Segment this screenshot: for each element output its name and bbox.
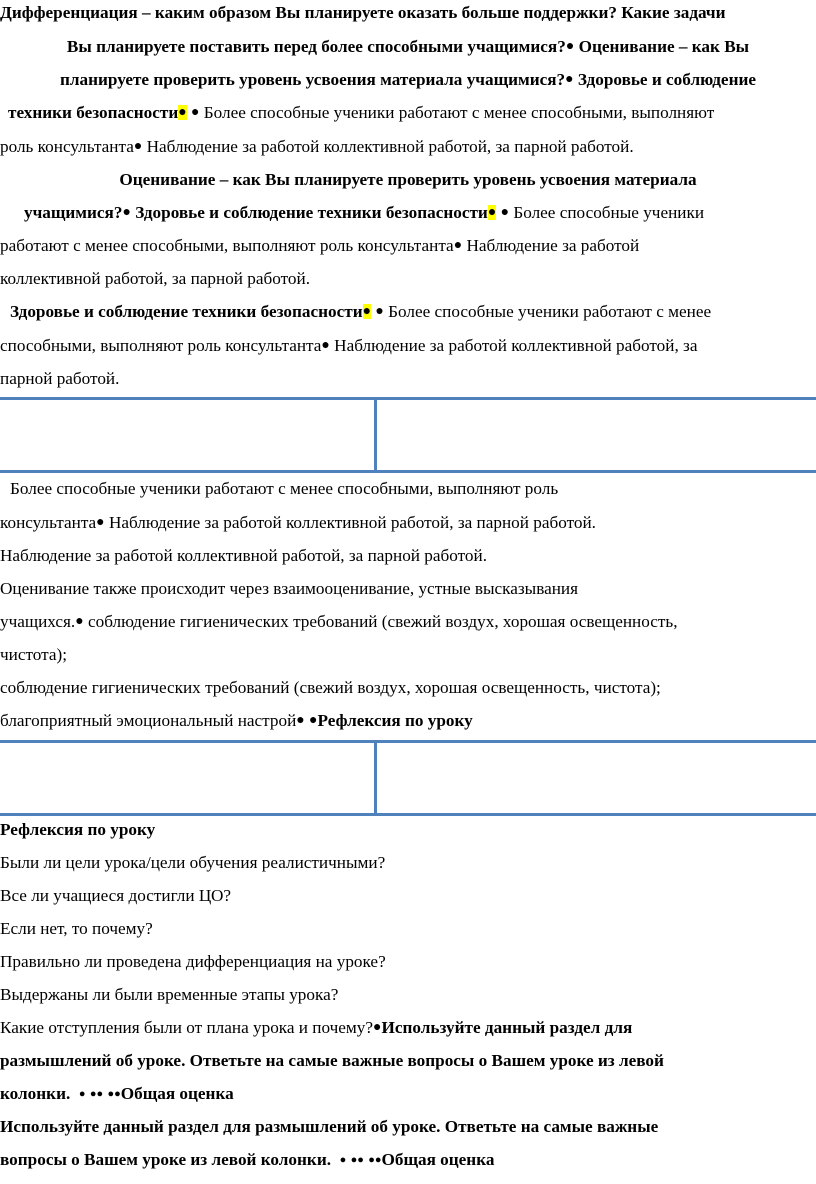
p1-line-2 [0,36,816,58]
bullet-icon: ● [357,1154,364,1166]
p4-line-2 [0,512,816,534]
bullet-icon: ● [75,614,84,629]
bullet-icon: ● [296,713,305,728]
table-border-bottom [0,470,816,473]
p3-text-3: парной работой. [0,369,120,388]
p2-text-3b: Наблюдение за работой [462,236,640,255]
bullet-icon: ● [107,1088,115,1100]
reflection-r1-text: Используйте данный раздел для размышлений об уроке. Ответьте на самые важные [0,1117,659,1136]
bullet-icon: ● [78,1088,86,1100]
p3-line-2 [0,335,816,357]
reflection-q4-text: Правильно ли проведена дифференциация на уроке? [0,952,386,971]
bullet-icon: ● [114,1088,121,1100]
bullet-icon: ● [339,1154,347,1166]
reflection-q1 [0,852,816,874]
reflection-q4 [0,951,816,973]
table-fragment-2 [0,740,816,818]
reflection-q6 [0,1017,816,1039]
p1-text-4: Более способные ученики работают с менее способными, выполняют [199,103,715,122]
bullet-icon: ● [133,139,143,154]
reflection-r2b-text: Общая оценка [381,1150,495,1169]
p1-text-2: Вы планируете поставить перед более способными учащимися? [66,37,566,56]
bullet-icon: ● [362,304,372,319]
reflection-r2 [0,1149,816,1171]
p4-line-3 [0,545,816,567]
table-border-top [0,740,816,743]
p2-line-3 [0,235,816,257]
reflection-q2 [0,885,816,907]
p2-text-2b: Здоровье и соблюдение техники безопасности [130,203,488,222]
p2-text-3: работают с менее способными, выполняют роль консультанта [0,236,454,255]
reflection-q8b-text: Общая оценка [120,1084,234,1103]
p3-text-2: способными, выполняют роль консультанта [0,336,322,355]
p4-text-8b: Рефлексия по уроку [317,711,473,730]
reflection-q5-text: Выдержаны ли были временные этапы урока? [0,985,339,1004]
p2-text-2: учащимися? [24,203,123,222]
p1-line-3 [0,69,816,91]
p4-line-1 [0,478,816,500]
p4-line-6 [0,644,816,666]
p2-line-2 [0,202,816,224]
bullet-icon: ● [487,205,497,220]
reflection-q3-text: Если нет, то почему? [0,919,153,938]
p2-line-4 [0,268,816,290]
p1-text-3: планируете проверить уровень усвоения материала учащимися? [59,70,566,89]
bullet-icon: ● [565,39,575,54]
reflection-q5 [0,984,816,1006]
p2-line-1 [0,169,816,191]
bullet-icon: ● [321,338,330,353]
p4-text-5b: соблюдение гигиенических требований (свежий воздух, хорошая освещенность, [83,612,678,631]
p3-line-1 [0,301,816,323]
bullet-icon: ● [178,105,187,120]
reflection-q6-text: Какие отступления были от плана урока и почему? [0,1018,374,1037]
table-border-bottom [0,813,816,816]
table-border-divider [374,740,377,816]
p1-text-5b: Наблюдение за работой коллективной работой, за парной работой. [142,137,634,156]
bullet-icon: ● [375,304,384,319]
p3-text-1: Более способные ученики работают с менее [383,302,712,321]
reflection-r1 [0,1116,816,1138]
reflection-q3 [0,918,816,940]
bullet-icon: ● [96,515,105,530]
p1-text-1: Дифференциация – каким образом Вы планируете оказать больше поддержки? Какие задачи [0,3,726,22]
p1-line-5 [0,136,816,158]
reflection-q6b-text: Используйте данный раздел для [381,1018,633,1037]
bullet-icon: ● [368,1154,375,1166]
reflection-q8-text: колонки. [0,1084,71,1103]
p4-text-1: Более способные ученики работают с менее способными, выполняют роль [10,479,559,498]
bullet-icon: ● [191,105,200,120]
bullet-icon: ● [500,205,510,220]
reflection-q8 [0,1083,816,1105]
reflection-q7-text: размышлений об уроке. Ответьте на самые важные вопросы о Вашем уроке из левой [0,1051,664,1070]
p4-text-7: соблюдение гигиенических требований (свежий воздух, хорошая освещенность, чистота); [0,678,661,697]
bullet-icon: ● [350,1154,358,1166]
p2-text-1: Оценивание – как Вы планируете проверить уровень усвоения материала [119,170,697,189]
bullet-icon: ● [373,1020,382,1035]
p1-text-5: роль консультанта [0,137,134,156]
table-border-top [0,397,816,400]
table-fragment-1 [0,397,816,475]
bullet-icon: ● [122,205,131,220]
bullet-icon: ● [89,1088,97,1100]
reflection-q1-text: Были ли цели урока/цели обучения реалистичными? [0,853,386,872]
p1-line-1 [0,2,816,24]
p3-line-3 [0,368,816,390]
table-border-divider [374,397,377,473]
p3-text-1b: Здоровье и соблюдение техники безопасности [10,302,363,321]
p4-text-2b: Наблюдение за работой коллективной работой, за парной работой. [104,513,596,532]
reflection-r2-text: вопросы о Вашем уроке из левой колонки. [0,1150,332,1169]
p1-text-3b: Здоровье и соблюдение [573,70,756,89]
p4-text-2: консультанта [0,513,97,532]
p2-text-2c: Более способные ученики [509,203,705,222]
p4-line-8 [0,710,816,732]
p1-text-2b: Оценивание – как Вы [574,37,750,56]
p1-text-4b: техники безопасности [8,103,179,122]
bullet-icon: ● [374,1154,382,1166]
reflection-q7 [0,1050,816,1072]
p4-text-6: чистота); [0,645,67,664]
reflection-q2-text: Все ли учащиеся достигли ЦО? [0,886,232,905]
p3-text-2b: Наблюдение за работой коллективной работой, за [329,336,698,355]
p4-line-5 [0,611,816,633]
bullet-icon: ● [453,238,463,253]
bullet-icon: ● [565,72,574,87]
reflection-heading [0,819,816,841]
p1-line-4 [0,102,816,124]
reflection-heading-text: Рефлексия по уроку [0,820,156,839]
p4-line-7 [0,677,816,699]
p2-text-4: коллективной работой, за парной работой. [0,269,310,288]
p4-text-8: благоприятный эмоциональный настрой [0,711,297,730]
p4-text-5: учащихся. [0,612,76,631]
p4-text-3: Наблюдение за работой коллективной работой, за парной работой. [0,546,488,565]
p4-line-4 [0,578,816,600]
p4-text-4: Оценивание также происходит через взаимооценивание, устные высказывания [0,579,579,598]
bullet-icon: ● [309,713,318,728]
bullet-icon: ● [96,1088,104,1100]
